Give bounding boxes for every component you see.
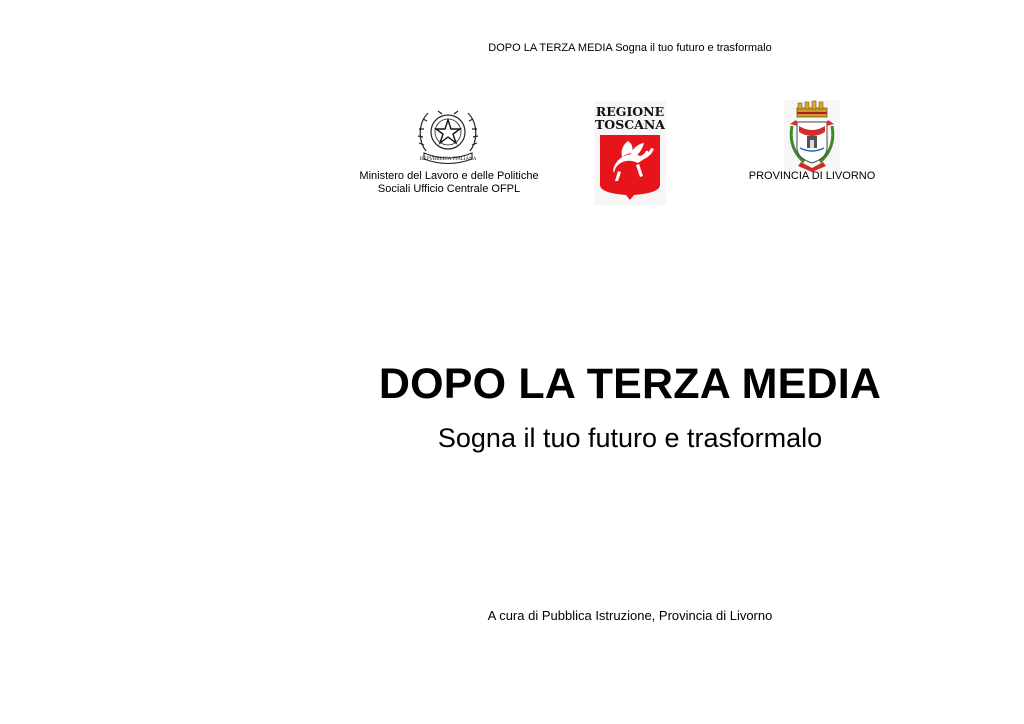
ministry-caption-line2: Sociali Ufficio Centrale OFPL <box>377 182 521 195</box>
provincia-livorno-coat-of-arms-icon <box>784 100 840 174</box>
provincia-caption: PROVINCIA DI LIVORNO <box>748 170 876 182</box>
regione-line1: REGIONE <box>595 104 665 119</box>
credit-line: A cura di Pubblica Istruzione, Provincia di Livorno <box>487 608 773 623</box>
running-header: DOPO LA TERZA MEDIA Sogna il tuo futuro e trasformalo <box>488 42 772 54</box>
ministry-caption <box>354 170 544 195</box>
italian-republic-emblem-icon <box>416 101 480 169</box>
regione-toscana-logo-icon <box>594 101 666 205</box>
regione-line2: TOSCANA <box>595 117 665 132</box>
ministry-caption-line1: Ministero del Lavoro e delle Politiche <box>359 170 539 182</box>
document-title: DOPO LA TERZA MEDIA <box>378 360 882 408</box>
document-subtitle: Sogna il tuo futuro e trasformalo <box>437 423 823 453</box>
emblem-text: REPVBBLICA ITALIANA <box>419 157 477 162</box>
